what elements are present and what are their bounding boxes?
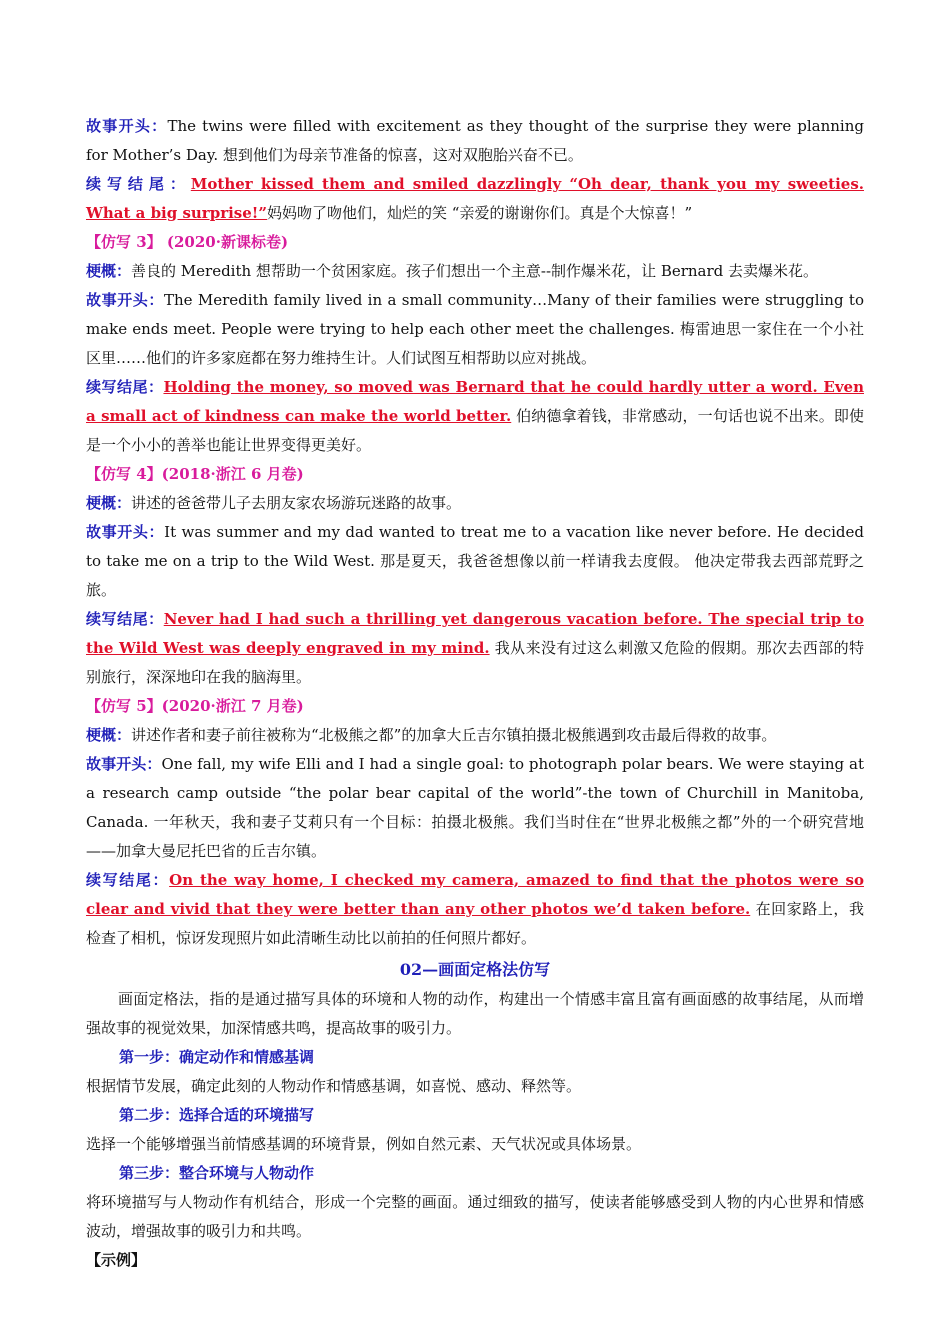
- paragraph: [86, 373, 864, 460]
- text-span: It was summer and my dad wanted to treat me to a vacation like never before. He decided to take me on a trip to the Wild West. 那是夏天，我爸爸想像以前一样请我去度假。 他决定带我去西部荒野之旅。: [86, 523, 864, 599]
- field-label: 续写结尾：: [86, 610, 164, 628]
- text-span: 在回家路上，我检查了相机，惊讶发现照片如此清晰生动比以前拍的任何照片都好。: [86, 900, 864, 947]
- text-span: One fall, my wife Elli and I had a single goal: to photograph polar bears. We were staying at a research camp outside “the polar bear capital of the world”-the town of Churchill in Manitoba, Canada. 一年秋天，我和妻子艾莉只有一个目标：拍摄北极熊。我们当时住在“世界北极熊之都”外的一个研究营地——加拿大曼尼托巴省的丘吉尔镇。: [86, 755, 864, 860]
- step-description: 选择一个能够增强当前情感基调的环境背景，例如自然元素、天气状况或具体场景。: [86, 1135, 642, 1153]
- field-label: 梗概：: [86, 726, 132, 744]
- exercise-heading: 【仿写 4】(2018·浙江 6 月卷): [86, 465, 304, 483]
- text-span: 讲述的爸爸带儿子去朋友家农场游玩迷路的故事。: [131, 494, 462, 512]
- paragraph: [86, 112, 864, 170]
- paragraph: [86, 605, 864, 692]
- highlighted-sentence: Never had I had such a thrilling yet dangerous vacation before. The special trip to the Wild West was deeply engraved in my mind.: [86, 610, 864, 657]
- paragraph: [86, 460, 864, 489]
- field-label: 梗概：: [86, 262, 132, 280]
- paragraph: [86, 257, 864, 286]
- field-label: 故事开头：: [86, 291, 164, 309]
- text-span: 妈妈吻了吻他们，灿烂的笑 “亲爱的谢谢你们。真是个大惊喜！”: [267, 204, 693, 222]
- text-span: The twins were filled with excitement as they thought of the surprise they were planning for Mother’s Day. 想到他们为母亲节准备的惊喜，这对双胞胎兴奋不已。: [86, 117, 864, 164]
- field-label: 续写结尾：: [86, 378, 164, 396]
- field-label: 故事开头：: [86, 755, 162, 773]
- highlighted-sentence: On the way home, I checked my camera, amazed to find that the photos were so clear and vivid that they were better than any other photos we’d taken before.: [86, 871, 864, 918]
- text-span: 伯纳德拿着钱，非常感动，一句话也说不出来。即使是一个小小的善举也能让世界变得更美好。: [86, 407, 864, 454]
- field-label: 续写结尾：: [86, 871, 170, 889]
- field-label: 续写结尾：: [86, 175, 191, 193]
- document-content: [86, 112, 864, 1275]
- exercise-heading: 【仿写 5】(2020·浙江 7 月卷): [86, 697, 304, 715]
- paragraph: [86, 228, 864, 257]
- paragraph: [86, 518, 864, 605]
- paragraph: [86, 692, 864, 721]
- paragraph: [86, 170, 864, 228]
- step-heading: 第一步：确定动作和情感基调: [119, 1048, 315, 1066]
- highlighted-sentence: Holding the money, so moved was Bernard that he could hardly utter a word. Even a small act of kindness can make the world better.: [86, 378, 864, 425]
- highlighted-sentence: Mother kissed them and smiled dazzlingly “Oh dear, thank you my sweeties. What a big surprise!”: [86, 175, 864, 222]
- field-label: 故事开头：: [86, 523, 165, 541]
- intro-paragraph: 画面定格法，指的是通过描写具体的环境和人物的动作，构建出一个情感丰富且富有画面感的故事结尾，从而增强故事的视觉效果，加深情感共鸣，提高故事的吸引力。: [86, 990, 864, 1037]
- step-description: 根据情节发展，确定此刻的人物动作和情感基调，如喜悦、感动、释然等。: [86, 1077, 582, 1095]
- text-span: 善良的 Meredith 想帮助一个贫困家庭。孩子们想出一个主意--制作爆米花，让 Bernard 去卖爆米花。: [131, 262, 819, 280]
- paragraph: [86, 750, 864, 866]
- step-description: 将环境描写与人物动作有机结合，形成一个完整的画面。通过细致的描写，使读者能够感受到人物的内心世界和情感波动，增强故事的吸引力和共鸣。: [86, 1193, 864, 1240]
- exercise-heading: 【仿写 3】 (2020·新课标卷): [86, 233, 289, 251]
- paragraph: [86, 489, 864, 518]
- text-span: 讲述作者和妻子前往被称为“北极熊之都”的加拿大丘吉尔镇拍摄北极熊遇到攻击最后得救的故事。: [131, 726, 777, 744]
- section-heading: 02—画面定格法仿写: [399, 960, 551, 979]
- paragraph: [86, 721, 864, 750]
- paragraph: [86, 286, 864, 373]
- text-span: 我从来没有过这么刺激又危险的假期。那次去西部的特别旅行，深深地印在我的脑海里。: [86, 639, 864, 686]
- step-heading: 第三步：整合环境与人物动作: [119, 1164, 315, 1182]
- example-label: 【示例】: [86, 1251, 147, 1269]
- field-label: 梗概：: [86, 494, 132, 512]
- step-heading: 第二步：选择合适的环境描写: [119, 1106, 315, 1124]
- field-label: 故事开头：: [86, 117, 168, 135]
- text-span: The Meredith family lived in a small community…Many of their families were struggling to make ends meet. People were trying to help each other meet the challenges. 梅雷迪思一家住在一个小社区里……他们的许多家庭都在努力维持生计。人们试图互相帮助以应对挑战。: [86, 291, 864, 367]
- paragraph: [86, 866, 864, 953]
